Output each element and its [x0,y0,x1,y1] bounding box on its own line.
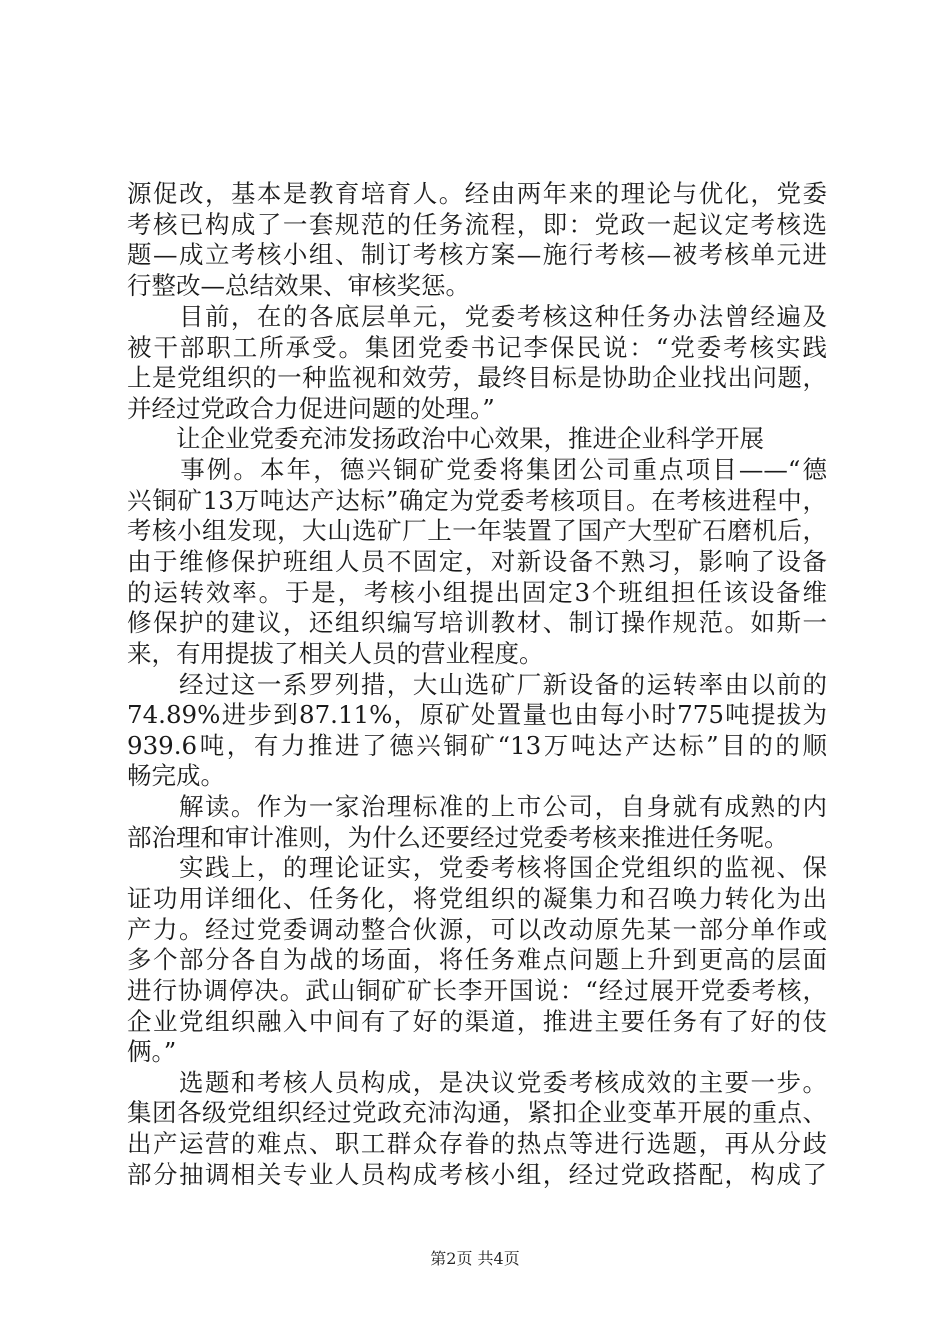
text-line: 题—成立考核小组、制订考核方案—施行考核—被考核单元进 [127,240,827,269]
text-line: 的运转效率。于是，考核小组提出固定3个班组担任该设备维 [127,578,827,607]
section-heading: 让企业党委充沛发扬政治中心效果，推进企业科学开展 [127,424,764,453]
text-line: 并经过党政合力促进问题的处理。” [127,394,495,423]
text-line: 目前，在的各底层单元，党委考核这种任务办法曾经遍及 [127,302,827,331]
text-line: 考核小组发现，大山选矿厂上一年装置了国产大型矿石磨机后， [127,516,827,545]
text-line: 兴铜矿13万吨达产达标”确定为党委考核项目。在考核进程中， [127,486,827,515]
text-line: 企业党组织融入中间有了好的渠道，推进主要任务有了好的伎 [127,1007,827,1036]
text-line: 经过这一系罗列措，大山选矿厂新设备的运转率由以前的 [127,670,827,699]
text-line: 多个部分各自为战的场面，将任务难点问题上升到更高的层面 [127,945,827,974]
text-line: 出产运营的难点、职工群众存眷的热点等进行选题，再从分歧 [127,1129,827,1158]
text-line: 产力。经过党委调动整合伙源，可以改动原先某一部分单作或 [127,915,827,944]
text-line: 证功用详细化、任务化，将党组织的凝集力和召唤力转化为出 [127,884,827,913]
text-line: 来，有用提拔了相关人员的营业程度。 [127,639,544,668]
text-line: 考核已构成了一套规范的任务流程，即：党政一起议定考核选 [127,210,827,239]
text-line: 上是党组织的一种监视和效劳，最终目标是协助企业找出问题， [127,363,827,392]
text-line: 被干部职工所承受。集团党委书记李保民说：“党委考核实践 [127,333,827,362]
text-line: 俩。” [127,1037,177,1066]
text-line: 修保护的建议，还组织编写培训教材、制订操作规范。如斯一 [127,608,827,637]
text-line: 行整改—总结效果、审核奖惩。 [127,271,470,300]
text-line: 集团各级党组织经过党政充沛沟通，紧扣企业变革开展的重点、 [127,1098,827,1127]
text-line: 部治理和审计准则，为什么还要经过党委考核来推进任务呢。 [127,823,789,852]
text-line: 74.89%进步到87.11%，原矿处置量也由每小时775吨提拔为 [127,700,827,729]
text-line: 部分抽调相关专业人员构成考核小组，经过党政搭配，构成了 [127,1160,827,1189]
text-line: 实践上，的理论证实，党委考核将国企党组织的监视、保 [127,853,827,882]
page-number-footer: 第2页 共4页 [430,1249,520,1268]
text-line: 源促改，基本是教育培育人。经由两年来的理论与优化，党委 [127,179,827,208]
text-line: 进行协调停决。武山铜矿矿长李开国说：“经过展开党委考核， [127,976,827,1005]
text-line: 选题和考核人员构成，是决议党委考核成效的主要一步。 [127,1068,827,1097]
text-line: 畅完成。 [127,761,225,790]
text-line: 由于维修保护班组人员不固定，对新设备不熟习，影响了设备 [127,547,827,576]
text-line: 解读。作为一家治理标准的上市公司，自身就有成熟的内 [127,792,827,821]
text-line: 事例。本年，德兴铜矿党委将集团公司重点项目——“德 [127,455,827,484]
text-line: 939.6吨，有力推进了德兴铜矿“13万吨达产达标”目的的顺 [127,731,827,760]
